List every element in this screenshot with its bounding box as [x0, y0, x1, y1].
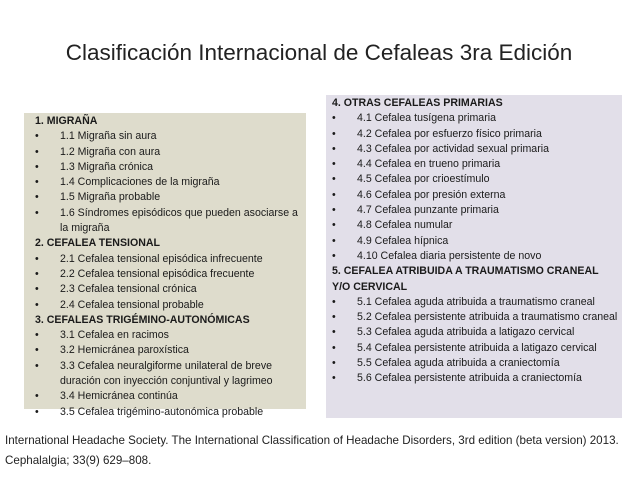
bullet-icon: • — [332, 357, 336, 370]
slide-title: Clasificación Internacional de Cefaleas 3ra Edición — [65, 40, 573, 65]
list-item-label: 1.3 Migraña crónica — [60, 160, 154, 173]
list-item — [332, 127, 618, 142]
list-item-label: 3.5 Cefalea trigémino-autonómica probable — [60, 405, 264, 418]
bullet-icon: • — [332, 142, 336, 155]
list-item-label: 3.1 Cefalea en racimos — [60, 329, 169, 342]
bullet-icon: • — [35, 405, 39, 418]
list-item-label: 4.10 Cefalea diaria persistente de novo — [357, 249, 542, 262]
bullet-icon: • — [35, 283, 39, 296]
section-heading: 5. CEFALEA ATRIBUIDA A TRAUMATISMO CRANEAL Y/O CERVICAL — [332, 265, 599, 293]
list-item — [332, 111, 618, 126]
list-item-label: 5.1 Cefalea aguda atribuida a traumatismo craneal — [357, 295, 595, 308]
list-item — [332, 249, 618, 264]
bullet-icon: • — [332, 204, 336, 217]
list-item — [35, 160, 302, 175]
section-heading: 1. MIGRAÑA — [35, 115, 98, 127]
list-item-label: 2.3 Cefalea tensional crónica — [60, 283, 197, 296]
bullet-icon: • — [332, 158, 336, 171]
list-item — [332, 188, 618, 203]
left-classification-box — [24, 113, 306, 418]
list-item — [35, 206, 302, 237]
bullet-icon: • — [332, 173, 336, 186]
list-item — [35, 252, 302, 267]
bullet-icon: • — [332, 295, 336, 308]
bullet-icon: • — [35, 160, 39, 173]
list-item — [332, 142, 618, 157]
list-item-label: 5.4 Cefalea persistente atribuida a latigazo cervical — [357, 341, 597, 354]
list-item — [332, 203, 618, 218]
bullet-icon: • — [332, 311, 336, 324]
list-item-label: 1.4 Complicaciones de la migraña — [60, 176, 220, 189]
section-heading: 2. CEFALEA TENSIONAL — [35, 237, 160, 250]
bullet-icon: • — [35, 176, 39, 189]
bullet-icon: • — [35, 329, 39, 342]
list-item — [332, 371, 618, 386]
bullet-icon: • — [35, 390, 39, 403]
list-item-label: 4.7 Cefalea punzante primaria — [357, 204, 499, 217]
bullet-icon: • — [35, 130, 39, 143]
list-item-label: 2.1 Cefalea tensional episódica infrecuente — [60, 252, 263, 265]
list-item-label: 2.4 Cefalea tensional probable — [60, 298, 204, 311]
list-item — [35, 328, 302, 343]
list-item-label: 4.1 Cefalea tusígena primaria — [357, 112, 496, 125]
list-item-label: 4.2 Cefalea por esfuerzo físico primaria — [357, 127, 542, 140]
list-item-label: 5.5 Cefalea aguda atribuida a craniectomía — [357, 357, 560, 370]
bullet-icon: • — [332, 249, 336, 262]
list-item-label: 2.2 Cefalea tensional episódica frecuente — [60, 267, 255, 280]
bullet-icon: • — [35, 206, 39, 219]
list-item-label: 3.3 Cefalea neuralgiforme unilateral de breve duración con inyección conjuntival y lagrimeo — [60, 359, 273, 388]
bullet-icon: • — [332, 112, 336, 125]
list-item-label: 5.6 Cefalea persistente atribuida a craniectomía — [357, 372, 582, 385]
list-item — [332, 218, 618, 233]
bullet-icon: • — [332, 219, 336, 232]
bullet-icon: • — [332, 127, 336, 140]
bullet-icon: • — [332, 372, 336, 385]
list-item — [35, 359, 302, 390]
list-item — [332, 356, 618, 371]
list-item — [332, 234, 618, 249]
list-item — [332, 341, 618, 356]
bullet-icon: • — [35, 191, 39, 204]
list-item — [332, 325, 618, 340]
list-item — [332, 157, 618, 172]
list-item — [35, 267, 302, 282]
citation-line-2: Cephalalgia; 33(9) 629–808. — [5, 454, 152, 467]
bullet-icon: • — [35, 298, 39, 311]
list-item-label: 1.5 Migraña probable — [60, 191, 161, 204]
list-item-label: 4.9 Cefalea hípnica — [357, 234, 449, 247]
list-item — [35, 343, 302, 358]
bullet-icon: • — [332, 341, 336, 354]
list-item — [35, 175, 302, 190]
list-item — [35, 190, 302, 205]
list-item-label: 5.2 Cefalea persistente atribuida a traumatismo craneal — [357, 311, 618, 324]
bullet-icon: • — [332, 326, 336, 339]
citation — [5, 431, 635, 471]
bullet-icon: • — [35, 344, 39, 357]
bullet-icon: • — [35, 359, 39, 372]
list-item-label: 3.2 Hemicránea paroxística — [60, 344, 189, 357]
bullet-icon: • — [332, 234, 336, 247]
list-item-label: 4.6 Cefalea por presión externa — [357, 188, 506, 201]
list-item — [35, 389, 302, 404]
list-item-label: 5.3 Cefalea aguda atribuida a latigazo cervical — [357, 326, 575, 339]
bullet-icon: • — [35, 145, 39, 158]
section-heading: 4. OTRAS CEFALEAS PRIMARIAS — [332, 97, 503, 109]
list-item-label: 1.1 Migraña sin aura — [60, 130, 157, 143]
list-item-label: 4.3 Cefalea por actividad sexual primaria — [357, 142, 549, 155]
right-classification-box — [326, 95, 622, 418]
list-item — [332, 310, 618, 325]
list-item-label: 1.2 Migraña con aura — [60, 145, 161, 158]
list-item — [35, 405, 302, 420]
list-item-label: 1.6 Síndromes episódicos que pueden asociarse a la migraña — [60, 206, 298, 235]
citation-line-1: International Headache Society. The International Classification of Headache Disorders, 3rd edition (beta version) 2013. — [5, 434, 619, 447]
list-item — [35, 298, 302, 313]
list-item — [332, 172, 618, 187]
section-heading: 3. CEFALEAS TRIGÉMINO-AUTONÓMICAS — [35, 313, 250, 326]
bullet-icon: • — [35, 267, 39, 280]
list-item — [35, 282, 302, 297]
list-item — [35, 145, 302, 160]
bullet-icon: • — [332, 188, 336, 201]
list-item-label: 4.8 Cefalea numular — [357, 219, 453, 232]
list-item-label: 3.4 Hemicránea continúa — [60, 390, 178, 403]
list-item-label: 4.5 Cefalea por crioestímulo — [357, 173, 490, 186]
list-item — [332, 295, 618, 310]
bullet-icon: • — [35, 252, 39, 265]
list-item-label: 4.4 Cefalea en trueno primaria — [357, 158, 501, 171]
list-item — [35, 129, 302, 144]
